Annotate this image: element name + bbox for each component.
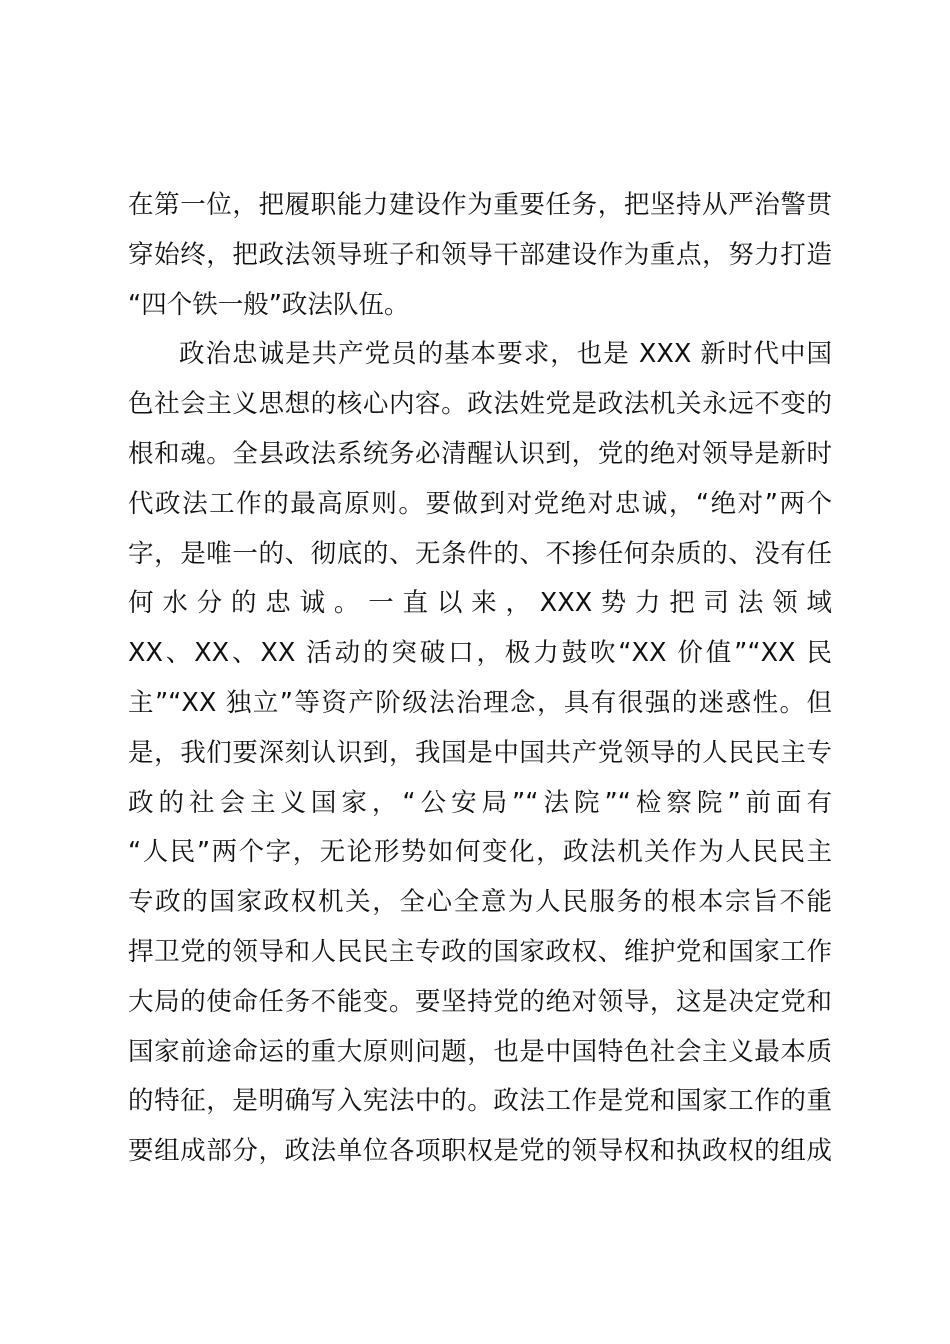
text-line: 主”“XX 独立”等资产阶级法治理念，具有很强的迷惑性。但 [128, 687, 832, 718]
text-line: 捍卫党的领导和人民民主专政的国家政权、维护党和国家工作 [128, 936, 832, 967]
text-line: 代政法工作的最高原则。要做到对党绝对忠诚，“绝对”两个 [128, 488, 832, 519]
text-line: 政的社会主义国家，“公安局”“法院”“检察院”前面有 [128, 787, 832, 818]
text-line: “人民”两个字，无论形势如何变化，政法机关作为人民民主 [128, 837, 832, 868]
body-text [128, 181, 832, 1177]
text-line: 国家前途命运的重大原则问题，也是中国特色社会主义最本质 [128, 1036, 832, 1067]
text-line: 的特征，是明确写入宪法中的。政法工作是党和国家工作的重 [128, 1086, 832, 1117]
text-line: 根和魂。全县政法系统务必清醒认识到，党的绝对领导是新时 [128, 438, 832, 469]
text-line: 在第一位，把履职能力建设作为重要任务，把坚持从严治警贯 [128, 190, 832, 220]
text-line: 字，是唯一的、彻底的、无条件的、不掺任何杂质的、没有任 [128, 538, 832, 569]
text-line: 是，我们要深刻认识到，我国是中国共产党领导的人民民主专 [128, 737, 832, 768]
text-line: 大局的使命任务不能变。要坚持党的绝对领导，这是决定党和 [128, 986, 832, 1017]
text-line: 穿始终，把政法领导班子和领导干部建设作为重点，努力打造 [128, 239, 832, 270]
text-line: XX、XX、XX 活动的突破口，极力鼓吹“XX 价值”“XX 民 [128, 638, 832, 669]
paragraph-first-line: 政治忠诚是共产党员的基本要求，也是 XXX 新时代中国 [179, 339, 832, 370]
text-line: 要组成部分，政法单位各项职权是党的领导权和执政权的组成 [128, 1136, 832, 1167]
text-line: 色社会主义思想的核心内容。政法姓党是政法机关永远不变的 [128, 389, 832, 420]
text-line: 何 水 分 的 忠 诚 。 一 直 以 来 ， XXX 势 力 把 司 法 领 域 [128, 588, 832, 619]
text-line: 专政的国家政权机关，全心全意为人民服务的根本宗旨不能 [128, 887, 832, 918]
text-line: “四个铁一般”政法队伍。 [128, 289, 410, 320]
